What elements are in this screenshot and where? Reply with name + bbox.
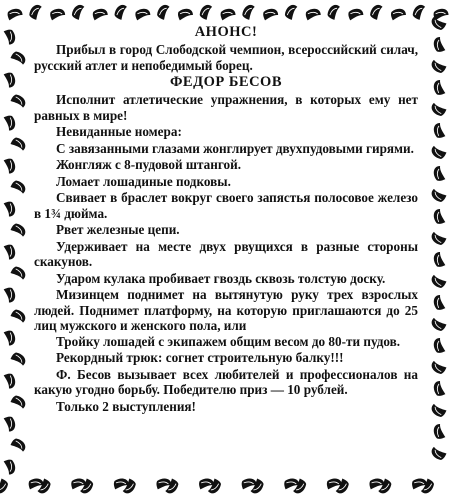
border-leaf [77,477,95,495]
border-leaf [431,380,449,398]
border-leaf [9,393,27,411]
border-leaf [418,477,436,495]
paragraph: Рвет железные цепи. [56,222,180,237]
paragraph: Тройку лошадей с экипажем общим весом до 80-ти пудов. [56,333,401,349]
paragraph: Ф. Бесов вызывает всех любителей и профессионалов на какую угодно борьбу. Победителю приз — 10 рублей. [34,366,418,397]
border-leaf [162,477,180,495]
border-leaf [0,285,18,303]
border-leaf [332,477,350,495]
border-leaf [218,6,236,24]
border-leaf [430,57,448,75]
border-leaf [367,475,386,494]
border-leaf [410,475,429,494]
border-leaf [0,70,18,88]
border-leaf [431,36,449,54]
border-leaf [367,3,386,22]
border-leaf [375,477,393,495]
border-leaf [240,3,259,22]
paragraph: Исполнит атлетические упражнения, в которых ему нет равных в мире! [34,92,418,123]
paragraph: Ударом кулака пробивает гвоздь сквозь толстую доску. [56,270,386,286]
border-leaf [430,14,448,32]
border-leaf [0,328,18,346]
border-leaf [430,229,448,247]
border-leaf [112,3,131,22]
border-leaf [430,358,448,376]
border-leaf [431,122,449,140]
border-leaf [239,475,258,494]
border-leaf [9,264,27,282]
border-leaf [290,477,308,495]
border-leaf [431,423,449,441]
paragraph: Только 2 выступления! [56,398,196,414]
border-leaf [431,6,449,24]
border-leaf [197,3,216,22]
border-leaf [431,79,449,97]
paragraph: Свивает в браслет вокруг своего запястья полосовое железо в 1¾ дюйма. [34,190,418,221]
border-leaf [430,444,448,462]
border-leaf [431,337,449,355]
border-left-leaves [0,27,27,475]
border-leaf [410,3,429,22]
border-leaf [389,6,407,24]
border-leaf [282,475,301,494]
border-leaf [69,475,88,494]
border-leaf [48,6,66,24]
border-leaf [176,6,194,24]
border-leaf [9,49,27,67]
border-leaf [0,371,18,389]
border-leaf [0,414,18,432]
performer-name: ФЕДОР БЕСОВ [169,74,283,90]
border-leaf [0,156,18,174]
border-leaf [431,208,449,226]
border-leaf [9,178,27,196]
border-leaf [9,135,27,153]
border-leaf [0,113,18,131]
paragraph: Рекордный трюк: согнет строительную балку!!! [56,350,344,365]
border-leaf [5,6,23,24]
border-leaf [304,6,322,24]
paragraph: Невиданные номера: [56,124,182,139]
border-right-leaves [430,14,449,462]
border-leaf [0,27,18,45]
border-leaf [9,350,27,368]
border-leaf [9,92,27,110]
border-leaf [325,3,344,22]
border-leaf [27,3,46,22]
paragraph: Удерживает на месте двух рвущихся в разные стороны скакунов. [34,238,418,269]
border-leaf [0,457,18,475]
border-top-leaves [5,3,449,24]
intro-paragraph: Прибыл в город Слободской чемпион, всероссийский силач, русский атлет и непобедимый борец. [34,42,418,73]
border-leaf [34,477,52,495]
border-leaf [9,436,27,454]
border-leaf [26,475,45,494]
border-leaf [430,100,448,118]
border-leaf [69,3,88,22]
border-leaf [261,6,279,24]
border-leaf [119,477,137,495]
heading: АНОНС! [194,24,258,40]
border-leaf [0,199,18,217]
border-leaf [0,242,18,260]
border-leaf [9,221,27,239]
border-leaf [247,477,265,495]
border-leaf [282,3,301,22]
border-leaf [431,294,449,312]
paragraph: Жонгляж с 8-пудовой штангой. [56,157,242,172]
paragraph: Мизинцем поднимет на вытянутую руку трех взрослых людей. Поднимет платформу, на которую приглашаются до 25 лиц мужского и женского пола, или [34,287,418,333]
border-leaf [431,251,449,269]
border-bottom-leaves [0,475,436,495]
border-leaf [431,165,449,183]
border-leaf [154,475,173,494]
border-leaf [133,6,151,24]
border-leaf [197,475,216,494]
border-leaf [430,272,448,290]
border-leaf [0,477,10,495]
border-leaf [430,401,448,419]
paragraph: Ломает лошадиные подковы. [56,173,231,189]
border-leaf [205,477,223,495]
border-leaf [346,6,364,24]
border-leaf [9,307,27,325]
border-leaf [430,143,448,161]
border-leaf [324,475,343,494]
border-leaf [111,475,130,494]
border-leaf [154,3,173,22]
border-leaf [91,6,109,24]
paragraph: С завязанными глазами жонглирует двухпудовыми гирями. [56,140,414,156]
border-leaf [430,186,448,204]
border-leaf [430,315,448,333]
announcement-text [34,24,418,474]
